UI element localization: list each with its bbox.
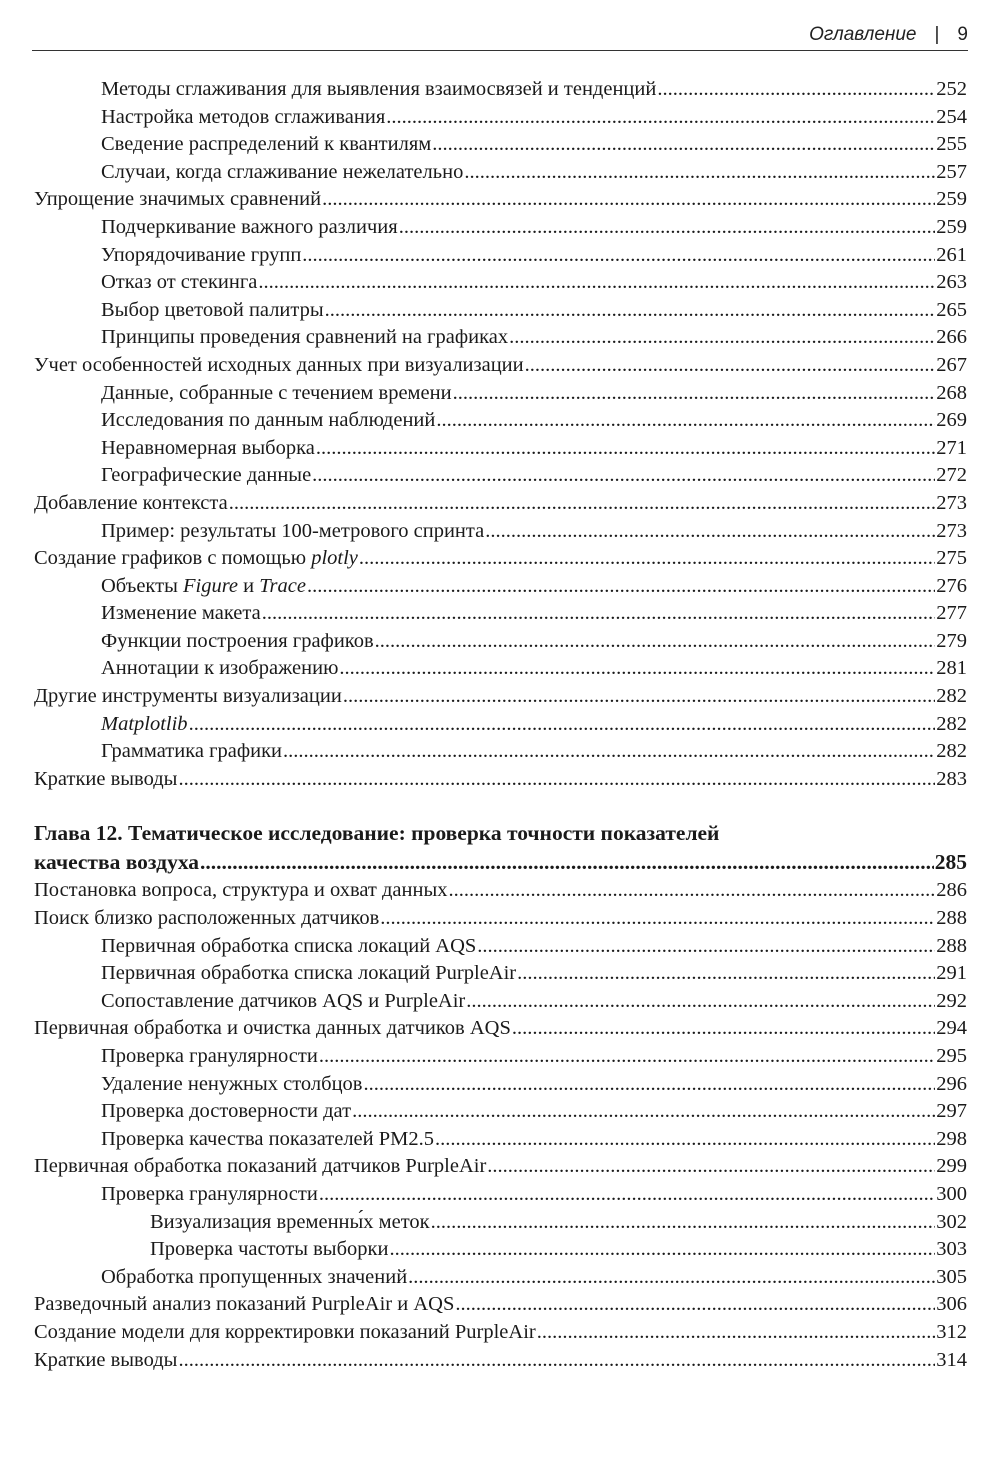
toc-entry-label: Matplotlib (101, 712, 188, 735)
toc-entry-label: Настройка методов сглаживания (101, 105, 386, 128)
toc-entry-label: Объекты Figure и Trace (101, 574, 306, 597)
toc-entry-page: 296 (936, 1072, 967, 1095)
toc-entry-page: 273 (936, 491, 967, 514)
toc-entry-label: Обработка пропущенных значений (101, 1265, 408, 1288)
toc-leader-dots (343, 683, 935, 711)
toc-entry-page: 306 (936, 1293, 967, 1316)
toc-entry[interactable] (34, 1126, 967, 1154)
toc-entry[interactable] (34, 1264, 967, 1292)
toc-entry-page: 294 (936, 1017, 967, 1040)
toc-leader-dots (352, 1098, 935, 1126)
toc-entry-label: Создание графиков с помощью plotly (34, 547, 358, 570)
toc-entry-label: Проверка частоты выборки (150, 1238, 389, 1261)
toc-entry-label: Упрощение значимых сравнений (34, 188, 322, 211)
toc-leader-dots (517, 960, 935, 988)
toc-entry-page: 299 (936, 1155, 967, 1178)
toc-leader-dots (178, 766, 935, 794)
toc-entry-page: 297 (936, 1100, 967, 1123)
toc-leader-dots (525, 352, 936, 380)
toc-entry[interactable] (34, 1181, 967, 1209)
toc-entry-label: Случаи, когда сглаживание нежелательно (101, 160, 464, 183)
toc-entry[interactable] (34, 131, 967, 159)
toc-entry-page: 288 (936, 934, 967, 957)
toc-entry-page: 272 (936, 464, 967, 487)
toc-leader-dots (512, 1015, 935, 1043)
toc-entry[interactable] (34, 380, 967, 408)
toc-entry-label: Пример: результаты 100-метрового спринта (101, 519, 485, 542)
toc-entry-label: Принципы проведения сравнений на графиках (101, 326, 509, 349)
toc-entry[interactable] (34, 297, 967, 325)
toc-leader-dots (302, 242, 935, 270)
toc-group-d (34, 877, 967, 1374)
toc-entry-page: 312 (936, 1320, 967, 1343)
chapter-title-line2: качества воздуха (34, 850, 200, 875)
toc-entry-plotly[interactable] (34, 545, 967, 573)
toc-leader-dots (408, 1264, 935, 1292)
toc-entry-figure-trace[interactable] (34, 573, 967, 601)
toc-entry[interactable] (34, 1291, 967, 1319)
toc-leader-dots (178, 1347, 935, 1375)
toc-entry-label: Выбор цветовой палитры (101, 298, 324, 321)
toc-entry[interactable] (34, 104, 967, 132)
header-page-number: 9 (957, 24, 968, 45)
toc-entry[interactable] (34, 1043, 967, 1071)
toc-entry-page: 265 (936, 298, 967, 321)
toc-entry[interactable] (34, 214, 967, 242)
toc-entry[interactable] (34, 877, 967, 905)
toc-leader-dots (319, 1181, 935, 1209)
toc-group-a (34, 76, 967, 545)
toc-entry[interactable] (34, 76, 967, 104)
toc-entry-label: Методы сглаживания для выявления взаимосвязей и тенденций (101, 78, 657, 100)
toc-leader-dots (386, 104, 935, 132)
toc-entry[interactable] (34, 1319, 967, 1347)
toc-group-b (34, 600, 967, 710)
toc-entry[interactable] (34, 324, 967, 352)
toc-entry-label: Поиск близко расположенных датчиков (34, 907, 380, 930)
toc-leader-dots (307, 573, 935, 601)
toc-entry-page: 271 (936, 436, 967, 459)
toc-entry-label: Первичная обработка и очистка данных датчиков AQS (34, 1017, 511, 1040)
toc-entry-label: Отказ от стекинга (101, 271, 258, 294)
toc-entry-label: Постановка вопроса, структура и охват данных (34, 879, 448, 902)
header-title: Оглавление (809, 24, 917, 45)
toc-entry-label: Изменение макета (101, 602, 261, 625)
toc-leader-dots (229, 490, 936, 518)
toc-leader-dots (363, 1071, 935, 1099)
toc-leader-dots (485, 518, 935, 546)
toc-leader-dots (200, 847, 934, 877)
toc-entry-page: 254 (936, 105, 967, 128)
toc-entry-page: 259 (936, 215, 967, 238)
toc-entry-page: 277 (936, 602, 967, 625)
toc-entry-page: 281 (936, 657, 967, 680)
toc-entry[interactable] (34, 960, 967, 988)
toc-leader-dots (477, 933, 935, 961)
toc-entry-label: Грамматика графики (101, 740, 283, 763)
toc-entry-page: 286 (936, 879, 967, 902)
toc-leader-dots (319, 1043, 935, 1071)
toc-entry-page: 314 (936, 1348, 967, 1371)
toc-entry-page: 268 (936, 381, 967, 404)
toc-entry[interactable] (34, 435, 967, 463)
toc-entry-label: Первичная обработка списка локаций PurpleAir (101, 962, 517, 985)
toc-entry-label: Сведение распределений к квантилям (101, 133, 432, 156)
toc-entry-label: Аннотации к изображению (101, 657, 339, 680)
toc-entry-label: Краткие выводы (34, 1348, 178, 1371)
toc-leader-dots (359, 545, 935, 573)
toc-entry[interactable] (34, 988, 967, 1016)
toc-entry-label: Неравномерная выборка (101, 436, 315, 459)
toc-entry-page: 288 (936, 907, 967, 930)
chapter-title-line1: Глава 12. Тематическое исследование: проверка точности показателей (34, 821, 720, 846)
toc-leader-dots (189, 711, 936, 739)
toc-leader-dots (325, 297, 936, 325)
toc-entry-page: 292 (936, 989, 967, 1012)
toc-entry[interactable] (34, 738, 967, 766)
table-of-contents (34, 76, 967, 1374)
toc-leader-dots (455, 1291, 935, 1319)
toc-entry-page: 257 (936, 160, 967, 183)
toc-entry[interactable] (34, 933, 967, 961)
chapter-page: 285 (934, 850, 967, 875)
toc-entry[interactable] (34, 490, 967, 518)
toc-entry[interactable] (34, 1153, 967, 1181)
toc-leader-dots (436, 407, 935, 435)
toc-leader-dots (258, 269, 935, 297)
toc-entry-label: Другие инструменты визуализации (34, 685, 342, 708)
toc-entry-page: 283 (936, 767, 967, 790)
toc-entry-page: 267 (936, 353, 967, 376)
toc-entry-label: Географические данные (101, 464, 312, 487)
toc-leader-dots (399, 214, 936, 242)
toc-entry[interactable] (34, 600, 967, 628)
toc-entry-label: Функции построения графиков (101, 629, 374, 652)
toc-entry[interactable] (34, 352, 967, 380)
toc-entry[interactable] (34, 655, 967, 683)
toc-entry-page: 252 (936, 78, 967, 100)
toc-leader-dots (389, 1236, 935, 1264)
toc-entry[interactable] (34, 186, 967, 214)
toc-entry-page: 295 (936, 1045, 967, 1067)
toc-entry[interactable] (34, 1098, 967, 1126)
toc-leader-dots (375, 628, 936, 656)
chapter-heading[interactable] (34, 819, 967, 877)
toc-entry-label: Визуализация временны́х меток (150, 1210, 430, 1233)
toc-leader-dots (262, 600, 936, 628)
toc-entry-page: 282 (936, 712, 967, 735)
toc-entry[interactable] (34, 242, 967, 270)
toc-entry-page: 276 (936, 574, 967, 597)
toc-entry-page: 302 (936, 1210, 967, 1233)
toc-entry-label: Добавление контекста (34, 491, 228, 514)
toc-entry[interactable] (34, 407, 967, 435)
toc-entry-page: 282 (936, 740, 967, 763)
header-separator: | (934, 24, 940, 45)
toc-entry-label: Разведочный анализ показаний PurpleAir и AQS (34, 1293, 455, 1316)
toc-entry-label: Первичная обработка списка локаций AQS (101, 934, 477, 957)
toc-entry-label: Первичная обработка показаний датчиков PurpleAir (34, 1155, 487, 1178)
toc-entry-page: 298 (936, 1127, 967, 1150)
toc-entry-label: Исследования по данным наблюдений (101, 409, 436, 432)
toc-leader-dots (316, 435, 935, 463)
toc-entry[interactable] (34, 628, 967, 656)
toc-leader-dots (380, 905, 935, 933)
toc-entry-page: 300 (936, 1182, 967, 1205)
toc-entry-page: 279 (936, 629, 967, 652)
toc-entry[interactable] (34, 1236, 967, 1264)
toc-entry-page: 255 (936, 133, 967, 156)
toc-entry-label: Проверка гранулярности (101, 1045, 318, 1067)
toc-entry[interactable] (34, 159, 967, 187)
toc-entry-page: 291 (936, 962, 967, 985)
toc-leader-dots (449, 877, 936, 905)
toc-entry[interactable] (34, 269, 967, 297)
running-header (32, 22, 968, 51)
toc-entry-label: Проверка качества показателей PM2.5 (101, 1127, 434, 1150)
header-inner (809, 24, 968, 46)
toc-leader-dots (431, 1209, 936, 1237)
chapter-title-line2-row (34, 847, 967, 877)
toc-entry[interactable] (34, 683, 967, 711)
toc-leader-dots (432, 131, 935, 159)
toc-entry-page: 275 (936, 547, 967, 570)
toc-entry-label: Подчеркивание важного различия (101, 215, 398, 238)
toc-leader-dots (283, 738, 935, 766)
toc-leader-dots (322, 186, 935, 214)
toc-entry[interactable] (34, 905, 967, 933)
toc-entry-page: 305 (936, 1265, 967, 1288)
toc-entry-label: Удаление ненужных столбцов (101, 1072, 363, 1095)
toc-entry-page: 273 (936, 519, 967, 542)
toc-entry-page: 259 (936, 188, 967, 211)
toc-entry-page: 261 (936, 243, 967, 266)
toc-entry-page: 303 (936, 1238, 967, 1261)
toc-leader-dots (487, 1153, 935, 1181)
toc-entry-label: Проверка достоверности дат (101, 1100, 352, 1123)
toc-entry[interactable] (34, 518, 967, 546)
toc-entry-label: Создание модели для корректировки показаний PurpleAir (34, 1320, 536, 1343)
toc-leader-dots (466, 988, 935, 1016)
toc-leader-dots (509, 324, 935, 352)
toc-entry[interactable] (34, 462, 967, 490)
toc-entry[interactable] (34, 1015, 967, 1043)
toc-entry-label: Учет особенностей исходных данных при визуализации (34, 353, 524, 376)
toc-entry-page: 269 (936, 409, 967, 432)
toc-entry-label: Краткие выводы (34, 767, 178, 790)
toc-entry[interactable] (34, 1347, 967, 1375)
toc-leader-dots (464, 159, 935, 187)
toc-entry[interactable] (34, 1209, 967, 1237)
toc-entry-label: Упорядочивание групп (101, 243, 302, 266)
toc-leader-dots (657, 76, 935, 104)
toc-leader-dots (339, 655, 935, 683)
toc-entry-label: Проверка гранулярности (101, 1182, 318, 1205)
toc-leader-dots (453, 380, 936, 408)
toc-entry-matplotlib[interactable] (34, 711, 967, 739)
toc-entry-page: 263 (936, 271, 967, 294)
toc-entry[interactable] (34, 1071, 967, 1099)
toc-leader-dots (435, 1126, 935, 1154)
toc-entry-page: 282 (936, 685, 967, 708)
toc-group-c (34, 738, 967, 793)
toc-entry-label: Сопоставление датчиков AQS и PurpleAir (101, 989, 466, 1012)
toc-entry-label: Данные, собранные с течением времени (101, 381, 452, 404)
toc-entry-page: 266 (936, 326, 967, 349)
toc-leader-dots (312, 462, 935, 490)
toc-leader-dots (537, 1319, 936, 1347)
toc-entry[interactable] (34, 766, 967, 794)
